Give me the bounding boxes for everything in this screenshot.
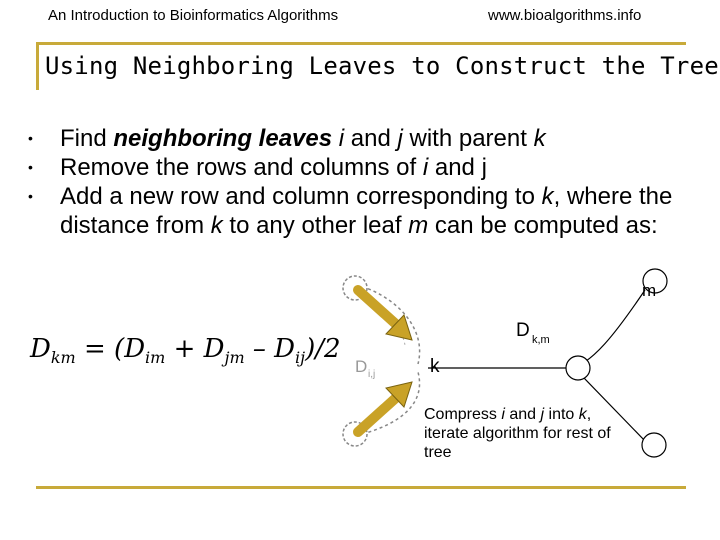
bullet-dot: •	[28, 130, 33, 146]
b3-t1: k	[541, 183, 554, 210]
b2-t0: Remove the rows and columns of	[60, 154, 423, 181]
b2-t1: i	[422, 154, 429, 181]
label-m: m	[642, 281, 657, 300]
b3-t5: m	[408, 212, 429, 239]
footer-rule	[36, 486, 686, 489]
label-k: k	[430, 356, 440, 377]
formula-sub: im	[145, 348, 166, 368]
caption-part: into	[544, 406, 579, 423]
b3-t4: to any other leaf	[222, 212, 409, 239]
formula-sub: ij	[295, 348, 306, 368]
formula-part: )/2	[305, 334, 341, 364]
header-course-title: An Introduction to Bioinformatics Algorithms	[48, 7, 339, 24]
caption-part: and	[504, 406, 541, 423]
caption-part: Compress	[424, 406, 502, 423]
b1-t3: i	[338, 125, 345, 152]
caption-i: i	[501, 406, 505, 423]
b3-t3: k	[210, 212, 223, 239]
leaf-lower-node	[642, 433, 666, 457]
b2-t2: and j	[428, 154, 487, 181]
caption-j: j	[540, 406, 545, 423]
arrow-lower-shaft	[358, 396, 398, 432]
caption-part: , iterate algorithm for rest of tree	[424, 406, 611, 461]
formula-sub: jm	[224, 348, 245, 368]
formula-part: = (D	[75, 334, 146, 364]
b3-t2: , where the distance from	[60, 183, 673, 239]
b1-t5: j	[397, 125, 403, 152]
internal-node	[566, 356, 590, 380]
b3-t0: Add a new row and column corresponding to	[60, 183, 542, 210]
bullet-dot: •	[28, 188, 33, 204]
b3-t6: can be computed as:	[428, 212, 658, 239]
formula-part: + D	[165, 334, 225, 364]
label-Dij-sub: i,j	[368, 369, 376, 380]
b1-t0: Find	[60, 125, 114, 152]
formula-part: – D	[244, 334, 296, 364]
b1-t4: and	[344, 125, 398, 152]
b1-t6: with parent	[402, 125, 534, 152]
compress-caption	[424, 405, 624, 462]
b1-t1: neighboring leaves	[113, 125, 333, 152]
bullet-dot: •	[28, 159, 33, 175]
label-Dij: D	[355, 357, 368, 376]
caption-k: k	[578, 406, 587, 423]
formula-sub: km	[50, 348, 76, 368]
arrow-upper-shaft	[358, 290, 398, 326]
label-Dkm: D	[516, 320, 530, 341]
label-Dkm-sub: k,m	[532, 334, 550, 346]
formula-part: D	[30, 334, 51, 364]
slide-title: Using Neighboring Leaves to Construct the Tree	[45, 52, 719, 80]
b1-t7: k	[533, 125, 546, 152]
header-website: www.bioalgorithms.info	[488, 7, 642, 24]
